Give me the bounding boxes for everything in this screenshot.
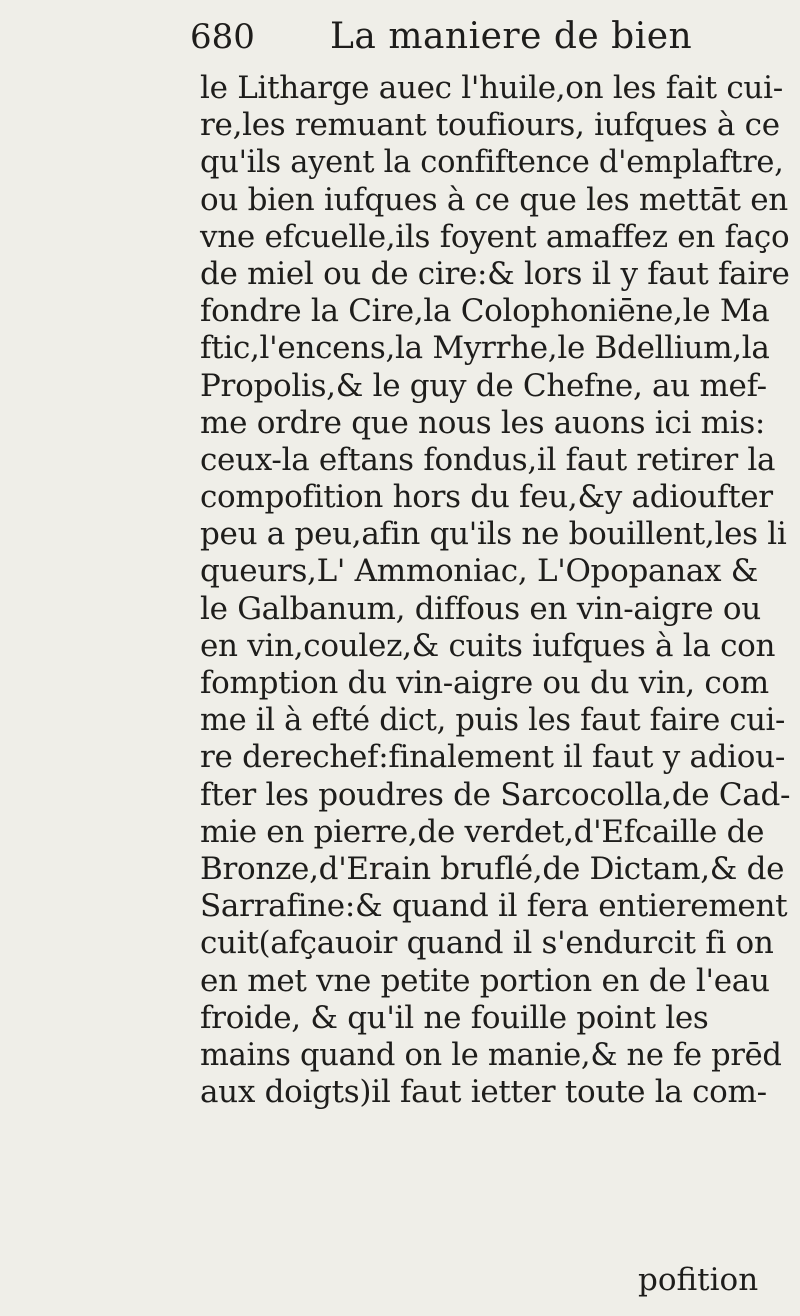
text-line: compofition hors du feu,&y adioufter: [200, 479, 773, 516]
text-line: re,les remuant toufiours, iufques à ce: [200, 107, 780, 144]
text-line: fomption du vin-aigre ou du vin, com: [200, 665, 769, 701]
catchword: pofition: [638, 1262, 759, 1298]
text-line: le Galbanum, diffous en vin-aigre ou: [200, 590, 761, 627]
text-line: de miel ou de cire:& lors il y faut faire: [200, 255, 790, 292]
text-line: Sarrafine:& quand il fera entierement: [200, 888, 788, 925]
text-line: me il à efté dict, puis les faut faire cui-: [200, 703, 786, 739]
text-line: le Litharge auec l'huile,on les fait cui-: [200, 70, 783, 106]
page-number: 680: [190, 17, 255, 57]
text-line: ftic,l'encens,la Myrrhe,le Bdellium,la: [200, 330, 770, 367]
body-text: [200, 70, 790, 1111]
text-line: en vin,coulez,& cuits iufques à la con: [200, 627, 776, 664]
text-line: froide, & qu'il ne fouille point les: [200, 999, 709, 1036]
text-line: fter les poudres de Sarcocolla,de Cad-: [200, 776, 791, 813]
text-line: cuit(afçauoir quand il s'endurcit fi on: [200, 925, 774, 962]
text-line: re derechef:finalement il faut y adiou-: [200, 739, 786, 776]
text-line: qu'ils ayent la confiftence d'emplaftre,: [200, 145, 784, 181]
text-line: mains quand on le manie,& ne fe prēd: [200, 1037, 782, 1073]
running-title: La maniere de bien: [330, 16, 693, 57]
text-line: en met vne petite portion en de l'eau: [200, 962, 770, 999]
text-line: Bronze,d'Erain bruflé,de Dictam,& de: [200, 850, 785, 887]
text-line: mie en pierre,de verdet,d'Efcaille de: [200, 813, 765, 850]
page-header: [190, 12, 710, 64]
text-line: fondre la Cire,la Colophoniēne,le Ma: [200, 293, 770, 330]
text-line: ceux-la eftans fondus,il faut retirer la: [200, 441, 776, 478]
text-line: queurs,L' Ammoniac, L'Opopanax &: [200, 553, 759, 590]
text-line: Propolis,& le guy de Chefne, au mef-: [200, 367, 767, 404]
text-line: peu a peu,afin qu'ils ne bouillent,les li: [200, 516, 787, 553]
text-line: ou bien iufques à ce que les mettāt en: [200, 181, 788, 218]
text-line: aux doigts)il faut ietter toute la com-: [200, 1074, 767, 1111]
text-line: me ordre que nous les auons ici mis:: [200, 404, 766, 441]
text-line: vne efcuelle,ils foyent amaffez en faço: [200, 218, 790, 255]
